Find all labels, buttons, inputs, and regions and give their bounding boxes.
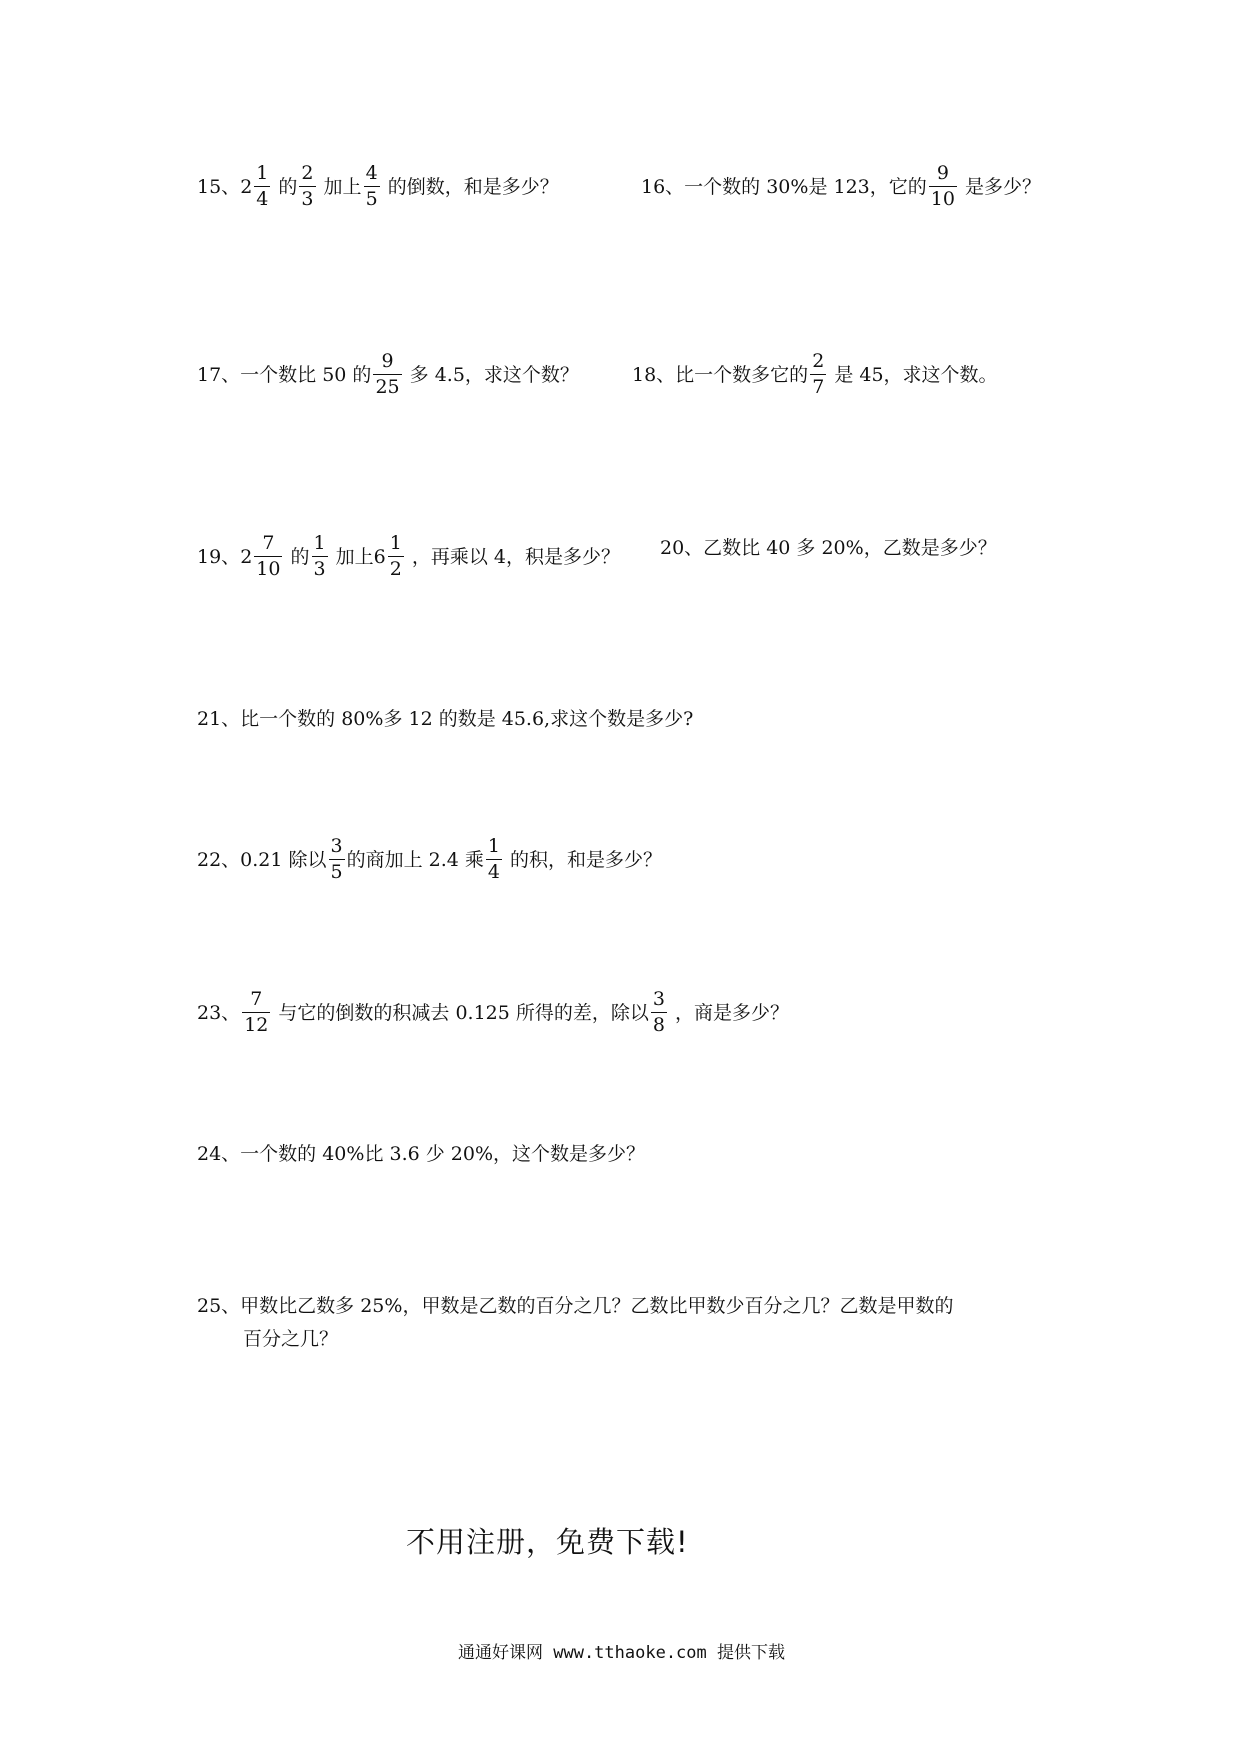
q23-fraction-1 [242,990,270,1035]
denominator: 25 [375,376,400,398]
numerator: 7 [250,988,263,1010]
question-22 [197,837,662,882]
q23-text-1: 与它的倒数的积减去 0.125 所得的差，除以 [272,1001,649,1024]
question-18 [632,352,998,397]
q19-suffix: ，再乘以 4，积是多少？ [405,545,621,568]
promo-text: 不用注册，免费下载! [406,1525,689,1559]
question-21 [197,705,693,733]
numerator: 9 [936,162,949,184]
numerator: 1 [256,162,269,184]
question-17 [197,352,579,397]
question-23 [197,990,789,1035]
q23-fraction-2 [651,990,667,1035]
q15-prefix: 15、 [197,175,241,198]
footer-text: 通通好课网 www.tthaoke.com 提供下载 [458,1643,785,1663]
numerator: 3 [652,988,665,1010]
q18-suffix: 是 45，求这个数。 [828,363,998,386]
q25-line-1: 25、甲数比乙数多 25%，甲数是乙数的百分之几？乙数比甲数少百分之几？乙数是甲数的 [197,1295,954,1317]
denominator: 5 [365,188,378,210]
q15-text-2: 加上 [317,175,362,198]
question-20 [660,534,997,562]
question-25 [197,1290,1057,1356]
q15-fraction-2 [299,164,315,209]
denominator: 8 [652,1014,665,1036]
q18-prefix: 18、比一个数多它的 [632,363,809,386]
q21-text: 21、比一个数的 80%多 12 的数是 45.6,求这个数是多少? [197,708,694,730]
q19-prefix: 19、 [197,545,241,568]
denominator: 5 [330,861,343,883]
q16-fraction [929,164,957,209]
question-15 [197,164,559,209]
q23-prefix: 23、 [197,1001,241,1024]
q17-prefix: 17、一个数比 50 的 [197,363,372,386]
q22-fraction-2 [486,837,502,882]
q19-text-2: 加上 [329,545,374,568]
q22-suffix: 的积，和是多少？ [504,848,663,871]
q16-prefix: 16、一个数的 30%是 123，它的 [641,175,927,198]
numerator: 2 [301,162,314,184]
question-19 [197,534,620,579]
q19-text-1: 的 [284,545,310,568]
q19-whole-1: 2 [240,545,253,568]
q22-prefix: 22、0.21 除以 [197,848,327,871]
question-24 [197,1140,645,1168]
q19-fraction-3 [388,534,404,579]
q24-text: 24、一个数的 40%比 3.6 少 20%，这个数是多少？ [197,1143,646,1165]
numerator: 4 [365,162,378,184]
denominator: 3 [301,188,314,210]
q25-line-2: 百分之几？ [243,1328,339,1350]
q15-fraction-3 [364,164,380,209]
q19-mixed-number-2 [374,534,406,579]
q15-mixed-number [240,164,272,209]
numerator: 1 [313,532,326,554]
q19-fraction-1 [254,534,282,579]
denominator: 10 [930,188,955,210]
numerator: 7 [262,532,275,554]
q15-suffix: 的倒数，和是多少？ [381,175,559,198]
q16-suffix: 是多少？ [958,175,1041,198]
numerator: 9 [381,350,394,372]
numerator: 1 [487,835,501,857]
numerator: 2 [812,350,825,372]
question-16 [641,164,1041,209]
q15-fraction-1 [254,164,270,209]
q15-text-1: 的 [272,175,298,198]
q15-whole: 2 [240,175,253,198]
q22-text-1: 的商加上 2.4 乘 [346,848,484,871]
q17-suffix: 多 4.5，求这个数？ [403,363,579,386]
numerator: 1 [389,532,402,554]
q18-fraction [810,352,826,397]
q20-text: 20、乙数比 40 多 20%，乙数是多少？ [660,537,997,559]
denominator: 2 [389,558,402,580]
denominator: 12 [244,1014,269,1036]
q19-whole-3: 6 [373,545,386,568]
denominator: 4 [487,861,501,883]
q19-mixed-number-1 [240,534,284,579]
q19-fraction-2 [312,534,328,579]
q22-fraction-1 [329,837,345,882]
q23-suffix: ，商是多少？ [668,1001,790,1024]
denominator: 10 [256,558,281,580]
q17-fraction [373,352,401,397]
denominator: 3 [313,558,326,580]
denominator: 4 [256,188,269,210]
denominator: 7 [812,376,825,398]
numerator: 3 [330,835,343,857]
